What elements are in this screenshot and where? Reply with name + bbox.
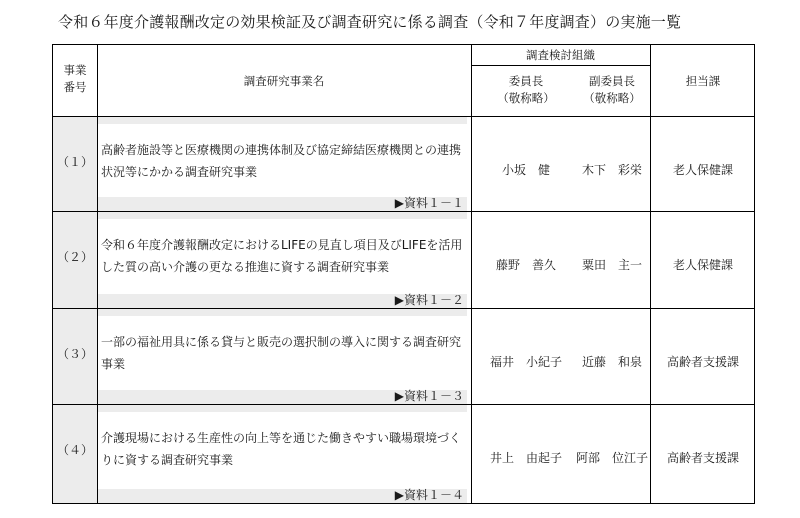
project-name: 介護現場における生産性の向上等を通じた働きやすい職場環境づくりに資する調査研究事業 <box>101 431 462 467</box>
chair-name: 小坂 健 <box>501 163 550 177</box>
reference-link[interactable]: ▶資料１－４ <box>394 488 464 502</box>
header-vice-line2: （敬称略） <box>583 91 641 105</box>
header-vice-line1: 副委員長 <box>589 74 635 88</box>
divider <box>97 212 98 308</box>
row-shade <box>53 117 467 124</box>
department-name: 高齢者支援課 <box>666 355 739 369</box>
department-name: 老人保健課 <box>672 163 733 177</box>
header-committee: 調査検討組織 <box>526 48 595 62</box>
divider <box>471 309 472 404</box>
header-chair-line2: （敬称略） <box>497 91 555 105</box>
page-title: 令和６年度介護報酬改定の効果検証及び調査研究に係る調査（令和７年度調査）の実施一覧 <box>58 13 682 31</box>
row-number: （４） <box>56 443 93 457</box>
divider <box>97 117 98 211</box>
divider <box>97 405 98 503</box>
row-shade <box>53 212 467 219</box>
header-chair <box>485 73 567 107</box>
project-name: 一部の福祉用具に係る貸与と販売の選択制の導入に関する調査研究事業 <box>101 335 462 371</box>
row-number: （２） <box>56 250 93 264</box>
divider <box>97 309 98 404</box>
department-name: 老人保健課 <box>672 258 733 272</box>
survey-table <box>52 44 755 504</box>
row-shade <box>53 309 467 316</box>
reference-link[interactable]: ▶資料１－１ <box>394 196 464 210</box>
header-department: 担当課 <box>685 74 721 88</box>
reference-link[interactable]: ▶資料１－２ <box>394 293 464 307</box>
reference-link[interactable]: ▶資料１－３ <box>394 389 464 403</box>
table-row <box>53 211 754 308</box>
project-name: 高齢者施設等と医療機関の連携体制及び協定締結医療機関との連携状況等にかかる調査研究事業 <box>101 143 462 179</box>
department-name: 高齢者支援課 <box>666 451 739 465</box>
row-number: （１） <box>56 155 93 169</box>
divider <box>471 405 472 503</box>
table-row <box>53 404 754 503</box>
header-number <box>53 62 97 96</box>
table-header <box>53 45 754 117</box>
project-name: 令和６年度介護報酬改定におけるLIFEの見直し項目及びLIFEを活用した質の高い介護の更なる推進に資する調査研究事業 <box>101 238 463 274</box>
row-shade <box>53 405 467 412</box>
vice-chair-name: 近藤 和泉 <box>581 355 642 369</box>
table-row <box>53 308 754 404</box>
table-row <box>53 117 754 211</box>
divider <box>471 117 472 211</box>
chair-name: 藤野 善久 <box>495 258 556 272</box>
divider <box>471 212 472 308</box>
header-vice-chair <box>571 73 653 107</box>
header-chair-line1: 委員長 <box>508 74 544 88</box>
divider <box>471 65 650 66</box>
row-number: （３） <box>56 347 93 361</box>
header-project-name: 調査研究事業名 <box>243 74 325 88</box>
vice-chair-name: 粟田 主一 <box>581 258 642 272</box>
header-number-line1: 事業 <box>63 63 87 77</box>
vice-chair-name: 木下 彩栄 <box>581 163 642 177</box>
header-number-line2: 番号 <box>63 80 87 94</box>
chair-name: 井上 由起子 <box>489 451 562 465</box>
chair-name: 福井 小紀子 <box>489 355 562 369</box>
vice-chair-name: 阿部 位江子 <box>575 451 648 465</box>
